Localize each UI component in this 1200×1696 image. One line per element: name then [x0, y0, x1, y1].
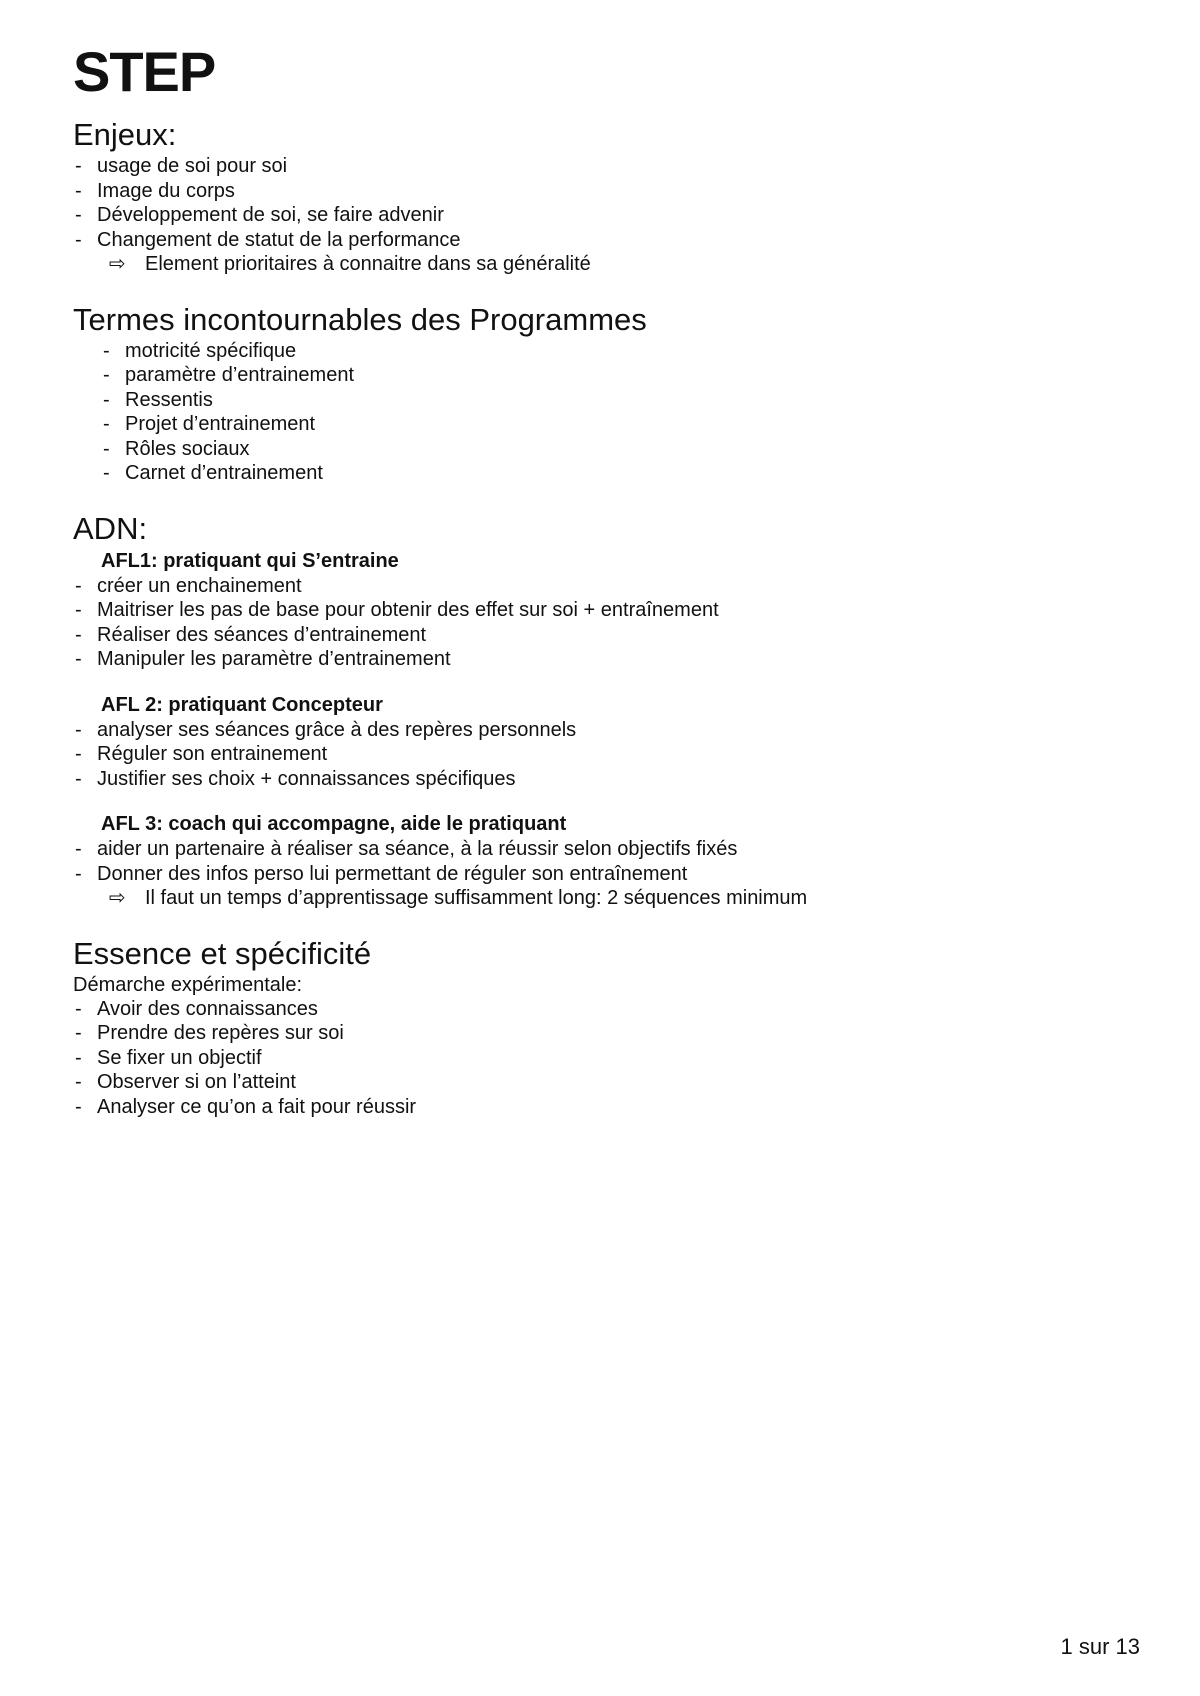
- arrow-right-icon: ⇨: [109, 253, 126, 275]
- page-number: 1 sur 13: [1060, 1634, 1140, 1659]
- list-item: - analyser ses séances grâce à des repères personnels: [73, 718, 1133, 743]
- document-page: [73, 40, 1133, 1145]
- list-item: - Maitriser les pas de base pour obtenir des effet sur soi + entraînement: [73, 598, 1133, 623]
- list-item: - Image du corps: [73, 179, 1133, 204]
- essence-list: [73, 997, 1133, 1120]
- essence-intro: Démarche expérimentale:: [73, 973, 302, 996]
- list-item: - Développement de soi, se faire advenir: [73, 203, 1133, 228]
- list-item: - Se fixer un objectif: [73, 1046, 1133, 1071]
- section-heading-adn: ADN:: [73, 510, 148, 546]
- list-item: - Carnet d’entrainement: [101, 461, 1133, 486]
- section-essence: [73, 937, 1133, 1120]
- document-title: STEP: [73, 40, 216, 103]
- enjeux-arrow-note: [73, 252, 1133, 277]
- list-item: - créer un enchainement: [73, 574, 1133, 599]
- list-item: - Réaliser des séances d’entrainement: [73, 623, 1133, 648]
- list-item: - Analyser ce qu’on a fait pour réussir: [73, 1095, 1133, 1120]
- list-item: - Prendre des repères sur soi: [73, 1021, 1133, 1046]
- section-heading-termes: Termes incontournables des Programmes: [73, 301, 647, 337]
- list-item: - Rôles sociaux: [101, 437, 1133, 462]
- section-heading-enjeux: Enjeux:: [73, 117, 177, 152]
- afl1-heading: AFL1: pratiquant qui S’entraine: [101, 549, 399, 572]
- list-item: - Donner des infos perso lui permettant de réguler son entraînement: [73, 862, 1133, 887]
- list-item: - Projet d’entrainement: [101, 412, 1133, 437]
- section-termes: [73, 303, 1133, 486]
- list-item: - Avoir des connaissances: [73, 997, 1133, 1022]
- arrow-right-icon: ⇨: [109, 887, 126, 909]
- arrow-note-text: Il faut un temps d’apprentissage suffisamment long: 2 séquences minimum: [145, 887, 808, 909]
- list-item: - aider un partenaire à réaliser sa séance, à la réussir selon objectifs fixés: [73, 837, 1133, 862]
- list-item: - paramètre d’entrainement: [101, 363, 1133, 388]
- afl3-heading: AFL 3: coach qui accompagne, aide le pratiquant: [101, 813, 567, 835]
- list-item: - Manipuler les paramètre d’entrainement: [73, 647, 1133, 672]
- section-adn: [73, 512, 1133, 911]
- list-item: - Justifier ses choix + connaissances spécifiques: [73, 767, 1133, 792]
- list-item: - motricité spécifique: [101, 339, 1133, 364]
- section-enjeux: [73, 118, 1133, 277]
- arrow-note-text: Element prioritaires à connaitre dans sa généralité: [145, 253, 591, 275]
- afl1-list: [73, 574, 1133, 672]
- afl2-heading: AFL 2: pratiquant Concepteur: [101, 693, 383, 716]
- enjeux-list: [73, 154, 1133, 252]
- termes-list: [73, 339, 1133, 486]
- list-item: - Ressentis: [101, 388, 1133, 413]
- list-item: - Changement de statut de la performance: [73, 228, 1133, 253]
- afl3-block: [73, 811, 1133, 911]
- list-item: - usage de soi pour soi: [73, 154, 1133, 179]
- list-item: - Réguler son entrainement: [73, 742, 1133, 767]
- section-heading-essence: Essence et spécificité: [73, 935, 372, 971]
- afl1-block: [73, 548, 1133, 672]
- afl3-list: [73, 837, 1133, 886]
- afl3-arrow-note: [73, 886, 1133, 911]
- afl2-list: [73, 718, 1133, 792]
- list-item: - Observer si on l’atteint: [73, 1070, 1133, 1095]
- afl2-block: [73, 692, 1133, 792]
